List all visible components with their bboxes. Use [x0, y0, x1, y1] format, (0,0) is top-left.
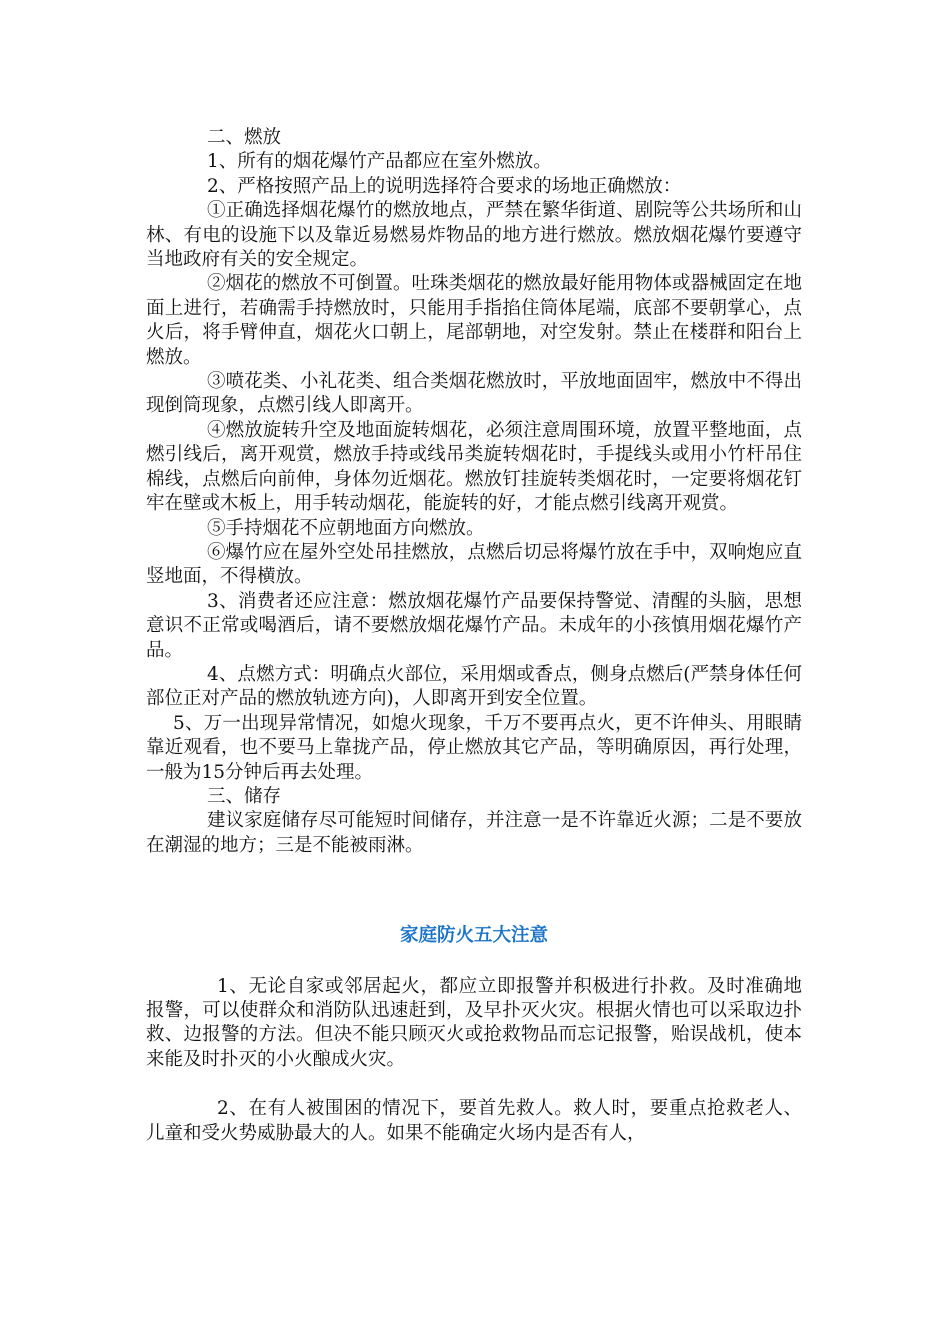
- paragraph-sub-5: ⑤手持烟花不应朝地面方向燃放。: [207, 517, 485, 539]
- paragraph-item-2: 2、严格按照产品上的说明选择符合要求的场地正确燃放：: [207, 175, 682, 197]
- document-body: [146, 126, 802, 1146]
- paragraph-sub-1: ①正确选择烟花爆竹的燃放地点，严禁在繁华街道、剧院等公共场所和山林、有电的设施下以及靠近易燃易炸物品的地方进行燃放。燃放烟花爆竹要遵守当地政府有关的安全规定。: [146, 200, 802, 271]
- paragraph-sub-2: ②烟花的燃放不可倒置。吐珠类烟花的燃放最好能用物体或器械固定在地面上进行，若确需手持燃放时，只能用手指掐住筒体尾端，底部不要朝掌心，点火后，将手臂伸直，烟花火口朝上，尾部朝地，对空发射。禁止在楼群和阳台上燃放。: [146, 273, 802, 368]
- fire-paragraph-2: 2、在有人被围困的情况下，要首先救人。救人时，要重点抢救老人、儿童和受火势威胁最大的人。如果不能确定火场内是否有人，: [146, 1098, 802, 1144]
- section-heading-ignition: 二、燃放: [207, 127, 282, 148]
- fire-safety-title: 家庭防火五大注意: [399, 925, 548, 947]
- paragraph-sub-3: ③喷花类、小礼花类、组合类烟花燃放时，平放地面固牢，燃放中不得出现倒筒现象，点燃引线人即离开。: [146, 371, 802, 417]
- paragraph-item-3: 3、消费者还应注意：燃放烟花爆竹产品要保持警觉、清醒的头脑，思想意识不正常或喝酒后，请不要燃放烟花爆竹产品。未成年的小孩慎用烟花爆竹产品。: [146, 590, 802, 661]
- paragraph-item-4: 4、点燃方式：明确点火部位，采用烟或香点，侧身点燃后(严禁身体任何部位正对产品的燃放轨迹方向)，人即离开到安全位置。: [146, 663, 802, 710]
- paragraph-item-1: 1、所有的烟花爆竹产品都应在室外燃放。: [207, 151, 552, 173]
- paragraph-storage: 建议家庭储存尽可能短时间储存，并注意一是不许靠近火源；二是不要放在潮湿的地方；三是不能被雨淋。: [146, 810, 802, 856]
- fire-paragraph-1: 1、无论自家或邻居起火，都应立即报警并积极进行扑救。及时准确地报警，可以使群众和消防队迅速赶到，及早扑灭火灾。根据火情也可以采取边扑救、边报警的方法。但决不能只顾灭火或抢救物品而忘记报警，贻误战机，使本来能及时扑灭的小火酿成火灾。: [146, 975, 802, 1070]
- paragraph-sub-6: ⑥爆竹应在屋外空处吊挂燃放，点燃后切忌将爆竹放在手中，双响炮应直竖地面，不得横放。: [146, 541, 802, 588]
- paragraph-sub-4: ④燃放旋转升空及地面旋转烟花，必须注意周围环境，放置平整地面，点燃引线后，离开观赏，燃放手持或线吊类旋转烟花时，手提线头或用小竹杆吊住棉线，点燃后向前伸，身体勿近烟花。燃放钉挂旋转类烟花时，一定要将烟花钉牢在壁或木板上，用手转动烟花，能旋转的好，才能点燃引线离开观赏。: [146, 419, 802, 515]
- section-heading-storage: 三、储存: [207, 785, 282, 807]
- paragraph-item-5: 5、万一出现异常情况，如熄火现象，千万不要再点火，更不许伸头、用眼睛靠近观看，也不要马上靠拢产品，停止燃放其它产品，等明确原因，再行处理，一般为15分钟后再去处理。: [146, 712, 802, 783]
